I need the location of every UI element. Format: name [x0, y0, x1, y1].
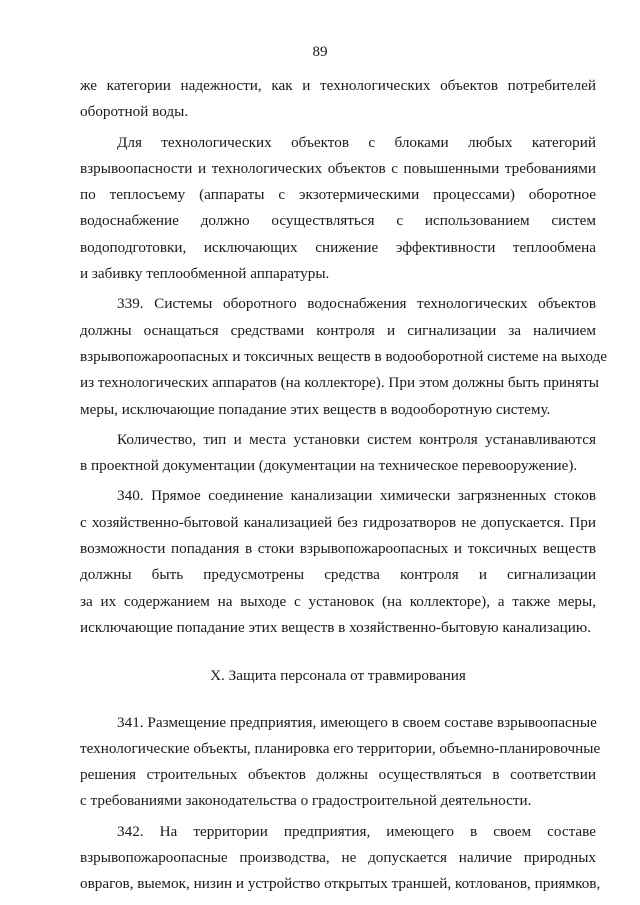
text-line: же категории надежности, как и технологических объектов потребителей	[80, 77, 596, 94]
text-line: взрывопожароопасные производства, не допускается наличие природных	[80, 849, 596, 867]
text-line: меры, исключающие попадание этих веществ в водооборотную систему.	[80, 400, 551, 418]
section-heading: X. Защита персонала от травмирования	[210, 667, 466, 685]
text-line: 341. Размещение предприятия, имеющего в своем составе взрывоопасные	[117, 713, 597, 731]
text-line: должны быть предусмотрены средства контроля и сигнализации	[80, 566, 596, 584]
text-line: из технологических аппаратов (на коллекторе). При этом должны быть приняты	[80, 374, 600, 392]
paragraph	[80, 73, 596, 126]
text-line: технологические объекты, планировка его территории, объемно-планировочные	[80, 739, 601, 757]
text-line: водоподготовки, исключающих снижение эффективности теплообмена	[80, 238, 596, 256]
page-number: 89	[312, 44, 328, 60]
text-line: взрывоопасности и технологических объектов с повышенными требованиями	[80, 159, 596, 177]
text-line: с требованиями законодательства о градостроительной деятельности.	[80, 792, 532, 810]
text-line: по теплосъему (аппараты с экзотермическими процессами) оборотное	[80, 186, 596, 204]
text-line: оврагов, выемок, низин и устройство открытых траншей, котлованов, приямков,	[80, 875, 601, 893]
paragraph	[80, 291, 607, 422]
text-line: возможности попадания в стоки взрывопожароопасных и токсичных веществ	[80, 540, 596, 558]
text-line: и забивку теплообменной аппаратуры.	[80, 265, 330, 283]
paragraph	[80, 483, 596, 641]
text-line: должны оснащаться средствами контроля и сигнализации за наличием	[80, 321, 596, 339]
text-line: за их содержанием на выходе с установок (на коллекторе), а также меры,	[80, 592, 596, 610]
text-line: в проектной документации (документации на техническое перевооружение).	[80, 457, 578, 475]
text-line: 340. Прямое соединение канализации химически загрязненных стоков	[117, 487, 596, 505]
text-line: Количество, тип и места установки систем контроля устанавливаются	[117, 430, 596, 448]
text-line: 339. Системы оборотного водоснабжения технологических объектов	[117, 295, 596, 313]
text-line: исключающие попадание этих веществ в хозяйственно-бытовую канализацию.	[80, 618, 592, 636]
paragraph	[80, 710, 601, 815]
text-line: водоснабжение должно осуществляться с использованием систем	[80, 212, 596, 230]
text-line: оборотной воды.	[80, 103, 189, 121]
text-line: решения строительных объектов должны осуществляться в соответствии	[80, 766, 596, 784]
text-line: Для технологических объектов с блоками любых категорий	[117, 133, 596, 151]
paragraph	[80, 819, 601, 898]
text-line: с хозяйственно-бытовой канализацией без гидрозатворов не допускается. При	[80, 513, 596, 531]
text-line: 342. На территории предприятия, имеющего в своем составе	[117, 822, 596, 840]
text-line: взрывопожароопасных и токсичных веществ в водооборотной системе на выходе	[80, 347, 607, 365]
paragraph	[80, 130, 596, 288]
document-body	[80, 73, 607, 898]
paragraph	[80, 427, 596, 480]
